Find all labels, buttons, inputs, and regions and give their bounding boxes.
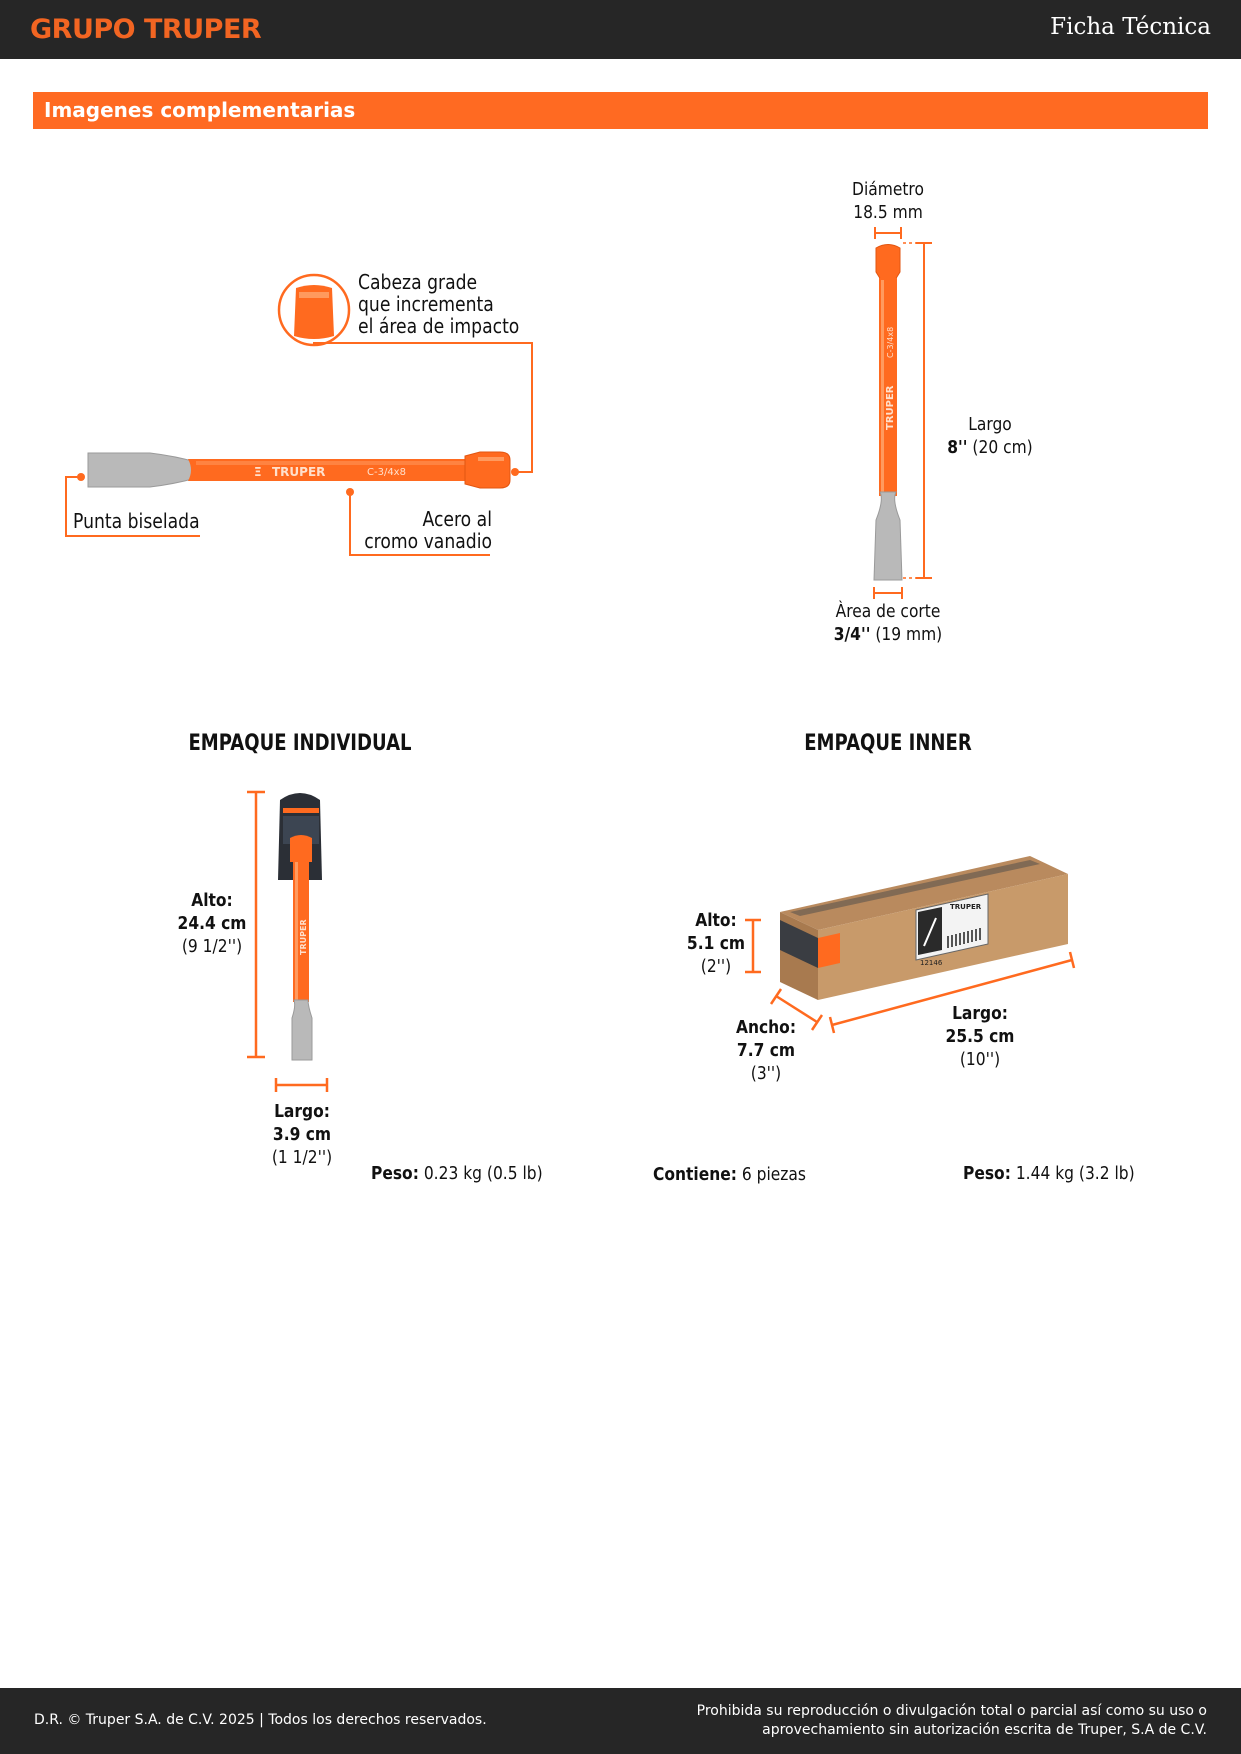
footer-copyright: D.R. © Truper S.A. de C.V. 2025 | Todos los derechos reservados. bbox=[34, 1712, 487, 1728]
callout-head bbox=[358, 271, 519, 337]
section-title: Imagenes complementarias bbox=[44, 98, 356, 122]
cut-area-label: Àrea de corte bbox=[835, 601, 941, 622]
cut-area-value: 3/4'' bbox=[833, 624, 871, 645]
callout-head-line2: que incrementa bbox=[358, 292, 494, 316]
individual-heading: EMPAQUE INDIVIDUAL bbox=[188, 731, 412, 756]
inner-alto-alt: (2'') bbox=[700, 956, 732, 977]
inner-peso-label: Peso: bbox=[963, 1163, 1011, 1184]
svg-text:TRUPER: TRUPER bbox=[885, 385, 896, 430]
footer-disclaimer: Prohibida su reproducción o divulgación total o parcial así como su uso o aprovechamiento sin autorización escrita de Truper, S.A de C.V. bbox=[696, 1703, 1207, 1738]
inner-contiene-label: Contiene: bbox=[653, 1164, 737, 1185]
brand-logo: GRUPO TRUPER bbox=[30, 14, 262, 45]
inner-largo-value: 25.5 cm bbox=[945, 1026, 1015, 1047]
individual-peso-value: 0.23 kg (0.5 lb) bbox=[423, 1163, 543, 1184]
svg-text:TRUPER: TRUPER bbox=[299, 919, 308, 955]
svg-text:Ξ: Ξ bbox=[254, 465, 262, 479]
callout-head-line3: el área de impacto bbox=[358, 314, 520, 338]
inner-contiene-value: 6 piezas bbox=[741, 1164, 806, 1185]
inner-contents bbox=[653, 1163, 806, 1186]
inner-height-dimension bbox=[664, 909, 767, 978]
length-alt: (20 cm) bbox=[972, 437, 1033, 458]
diameter-value: 18.5 mm bbox=[853, 202, 923, 223]
inner-length-dimension bbox=[928, 1002, 1031, 1071]
inner-heading: EMPAQUE INNER bbox=[804, 731, 972, 756]
svg-text:C-3/4x8: C-3/4x8 bbox=[886, 326, 895, 358]
cut-area-dimension bbox=[811, 600, 966, 646]
individual-alto-alt: (9 1/2'') bbox=[181, 936, 243, 957]
inner-ancho-alt: (3'') bbox=[750, 1063, 782, 1084]
individual-largo-alt: (1 1/2'') bbox=[271, 1147, 333, 1168]
diameter-label: Diámetro bbox=[852, 179, 924, 200]
chisel-model-text: C-3/4x8 bbox=[367, 467, 406, 478]
box-code: 12146 bbox=[920, 959, 943, 967]
inner-largo-alt: (10'') bbox=[959, 1049, 1001, 1070]
inner-alto-value: 5.1 cm bbox=[686, 933, 746, 954]
callout-steel-line1: Acero al bbox=[422, 507, 492, 531]
inner-peso-value: 1.44 kg (3.2 lb) bbox=[1015, 1163, 1135, 1184]
length-value: 8'' bbox=[947, 437, 968, 458]
cut-area-alt: (19 mm) bbox=[875, 624, 943, 645]
length-label: Largo bbox=[968, 414, 1012, 435]
inner-ancho-label: Ancho: bbox=[735, 1017, 797, 1038]
individual-largo-value: 3.9 cm bbox=[272, 1124, 332, 1145]
callout-head-line1: Cabeza grade bbox=[358, 270, 478, 294]
individual-alto-label: Alto: bbox=[191, 890, 233, 911]
chisel-brand-mark: TRUPER bbox=[272, 465, 326, 479]
inner-ancho-value: 7.7 cm bbox=[736, 1040, 796, 1061]
inner-width-dimension bbox=[714, 1016, 817, 1085]
footer-bar bbox=[0, 1688, 1241, 1754]
individual-peso-label: Peso: bbox=[371, 1163, 419, 1184]
document-title: Ficha Técnica bbox=[1050, 14, 1211, 40]
box-brand-mark: TRUPER bbox=[950, 903, 982, 911]
inner-weight bbox=[963, 1162, 1135, 1185]
inner-largo-label: Largo: bbox=[952, 1003, 1008, 1024]
individual-width-dimension bbox=[250, 1100, 353, 1169]
chisel-vertical-illustration bbox=[874, 227, 932, 599]
callout-steel-line2: cromo vanadio bbox=[364, 529, 492, 553]
individual-largo-label: Largo: bbox=[274, 1101, 330, 1122]
callout-tip: Punta biselada bbox=[73, 509, 200, 533]
individual-weight bbox=[371, 1162, 543, 1185]
length-dimension bbox=[930, 413, 1050, 459]
diameter-dimension bbox=[819, 178, 957, 224]
individual-height-dimension bbox=[160, 889, 263, 958]
callout-steel bbox=[353, 508, 492, 552]
individual-alto-value: 24.4 cm bbox=[177, 913, 247, 934]
inner-alto-label: Alto: bbox=[695, 910, 737, 931]
